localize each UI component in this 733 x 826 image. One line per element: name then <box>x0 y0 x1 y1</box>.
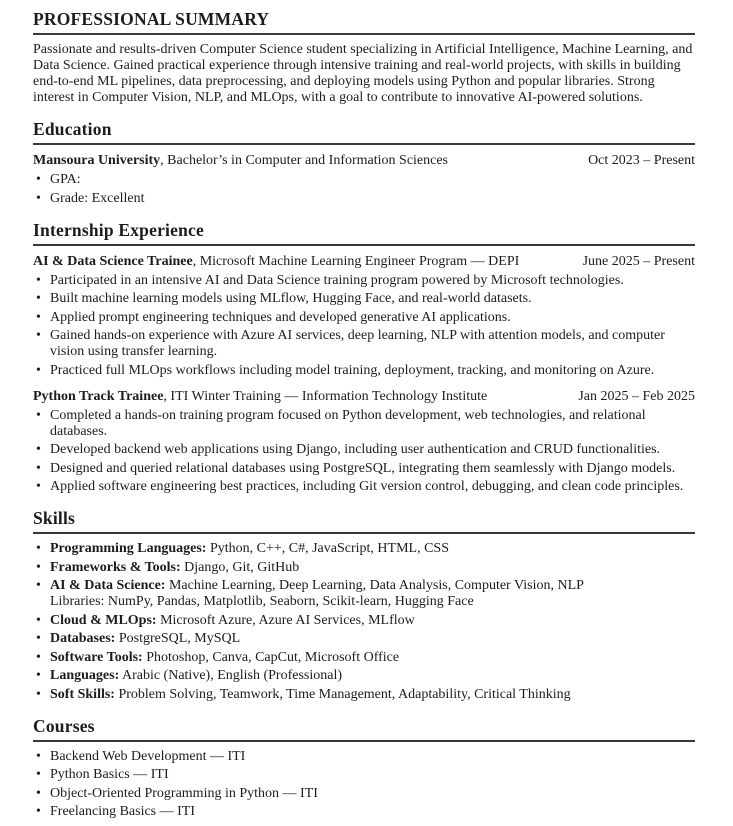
skill-category: Cloud & MLOps: <box>50 612 157 628</box>
course-item: • Backend Web Development — ITI <box>33 749 695 765</box>
organization-text: , Microsoft Machine Learning Engineer Program — DEPI <box>192 253 520 269</box>
entry-header <box>33 152 695 169</box>
date-range: Oct 2023 – Present <box>588 153 695 168</box>
entry-header <box>33 388 695 405</box>
skill-item <box>33 613 695 629</box>
skill-item <box>33 578 695 610</box>
list-item: • GPA: <box>33 172 695 188</box>
list-item: • Applied software engineering best practices, including Git version control, debugging, and clean code principles. <box>33 479 695 495</box>
section-heading: Skills <box>33 508 76 528</box>
list-item: • Applied prompt engineering techniques and developed generative AI applications. <box>33 310 695 326</box>
skill-category: AI & Data Science: <box>50 578 166 593</box>
entry-title <box>33 152 448 169</box>
date-range: June 2025 – Present <box>582 253 695 269</box>
skill-values: Python, C++, C#, JavaScript, HTML, CSS <box>209 541 450 556</box>
course-item: • Freelancing Basics — ITI <box>33 804 695 820</box>
skill-category: Soft Skills: <box>50 686 115 702</box>
section-rule <box>33 532 695 534</box>
skill-item <box>33 668 695 684</box>
list-item: • Built machine learning models using MLflow, Hugging Face, and real-world datasets. <box>33 291 695 307</box>
date-range: Jan 2025 – Feb 2025 <box>578 388 695 404</box>
courses-list <box>33 749 695 821</box>
section-skills <box>33 508 695 703</box>
skill-values-line2: Libraries: NumPy, Pandas, Matplotlib, Seaborn, Scikit-learn, Hugging Face <box>50 594 474 609</box>
list-item: • Completed a hands-on training program focused on Python development, web technologies, and relational databases. <box>33 408 695 440</box>
skill-values: Microsoft Azure, Azure AI Services, MLflow <box>160 612 415 628</box>
experience-entry <box>33 388 695 496</box>
institution-name: Mansoura University <box>33 153 161 168</box>
section-rule <box>33 143 695 145</box>
skill-item <box>33 541 695 557</box>
section-heading: Education <box>33 119 112 139</box>
section-courses <box>33 716 695 821</box>
skill-category: Software Tools: <box>50 649 143 665</box>
list-item: • Participated in an intensive AI and Data Science training program powered by Microsoft technologies. <box>33 273 695 289</box>
skill-values: Machine Learning, Deep Learning, Data Analysis, Computer Vision, NLP <box>168 578 584 593</box>
education-entry <box>33 152 695 207</box>
course-item: • Python Basics — ITI <box>33 767 695 783</box>
skill-category: Frameworks & Tools: <box>50 559 181 575</box>
skill-item <box>33 560 695 576</box>
role-title: Python Track Trainee <box>33 388 164 404</box>
skill-values: PostgreSQL, MySQL <box>118 631 241 646</box>
section-heading: PROFESSIONAL SUMMARY <box>33 9 270 29</box>
skill-values: Arabic (Native), English (Professional) <box>121 668 343 683</box>
section-rule <box>33 33 695 35</box>
degree-text: , Bachelor’s in Computer and Information Sciences <box>160 153 449 168</box>
skill-item <box>33 650 695 666</box>
list-item: • Gained hands-on experience with Azure AI services, deep learning, NLP with attention models, and computer vision using transfer learning. <box>33 328 695 360</box>
role-title: AI & Data Science Trainee <box>33 253 193 269</box>
skill-item <box>33 631 695 647</box>
entry-title <box>33 388 487 405</box>
list-item: • Designed and queried relational databases using PostgreSQL, integrating them seamlessly with Django models. <box>33 461 695 477</box>
skill-values: Django, Git, GitHub <box>184 559 300 575</box>
list-item: • Developed backend web applications using Django, including user authentication and CRUD functionalities. <box>33 442 695 458</box>
section-rule <box>33 740 695 742</box>
skill-values: Problem Solving, Teamwork, Time Management, Adaptability, Critical Thinking <box>118 686 571 702</box>
skill-category: Languages: <box>50 668 120 683</box>
skill-values: Photoshop, Canva, CapCut, Microsoft Office <box>146 649 400 665</box>
section-internship-experience <box>33 220 695 496</box>
organization-text: , ITI Winter Training — Information Technology Institute <box>163 388 488 404</box>
skill-category: Programming Languages: <box>50 541 207 556</box>
experience-entry <box>33 253 695 379</box>
skills-list <box>33 541 695 703</box>
section-heading: Internship Experience <box>33 219 204 240</box>
skill-category: Databases: <box>50 631 116 646</box>
entry-title <box>33 253 519 270</box>
section-rule <box>33 244 695 246</box>
course-item: • Object-Oriented Programming in Python — ITI <box>33 786 695 802</box>
bullet-list <box>33 172 695 207</box>
skill-item <box>33 687 695 703</box>
bullet-list <box>33 408 695 496</box>
entry-header <box>33 253 695 270</box>
bullet-list <box>33 273 695 379</box>
section-education <box>33 119 695 207</box>
list-item: • Practiced full MLOps workflows including model training, deployment, tracking, and monitoring on Azure. <box>33 363 695 379</box>
list-item: • Grade: Excellent <box>33 191 695 207</box>
summary-paragraph: Passionate and results-driven Computer Science student specializing in Artificial Intelligence, Machine Learning, and Data Science. Gained practical experience through intensive training and real-world projects, with skills in building end-to-end ML pipelines, data preprocessing, and deploying models using Python and popular libraries. Strong interest in Computer Vision, NLP, and MLOps, with a goal to contribute to innovative AI-powered solutions. <box>33 42 693 105</box>
section-heading: Courses <box>33 715 95 736</box>
section-professional-summary <box>33 9 695 106</box>
